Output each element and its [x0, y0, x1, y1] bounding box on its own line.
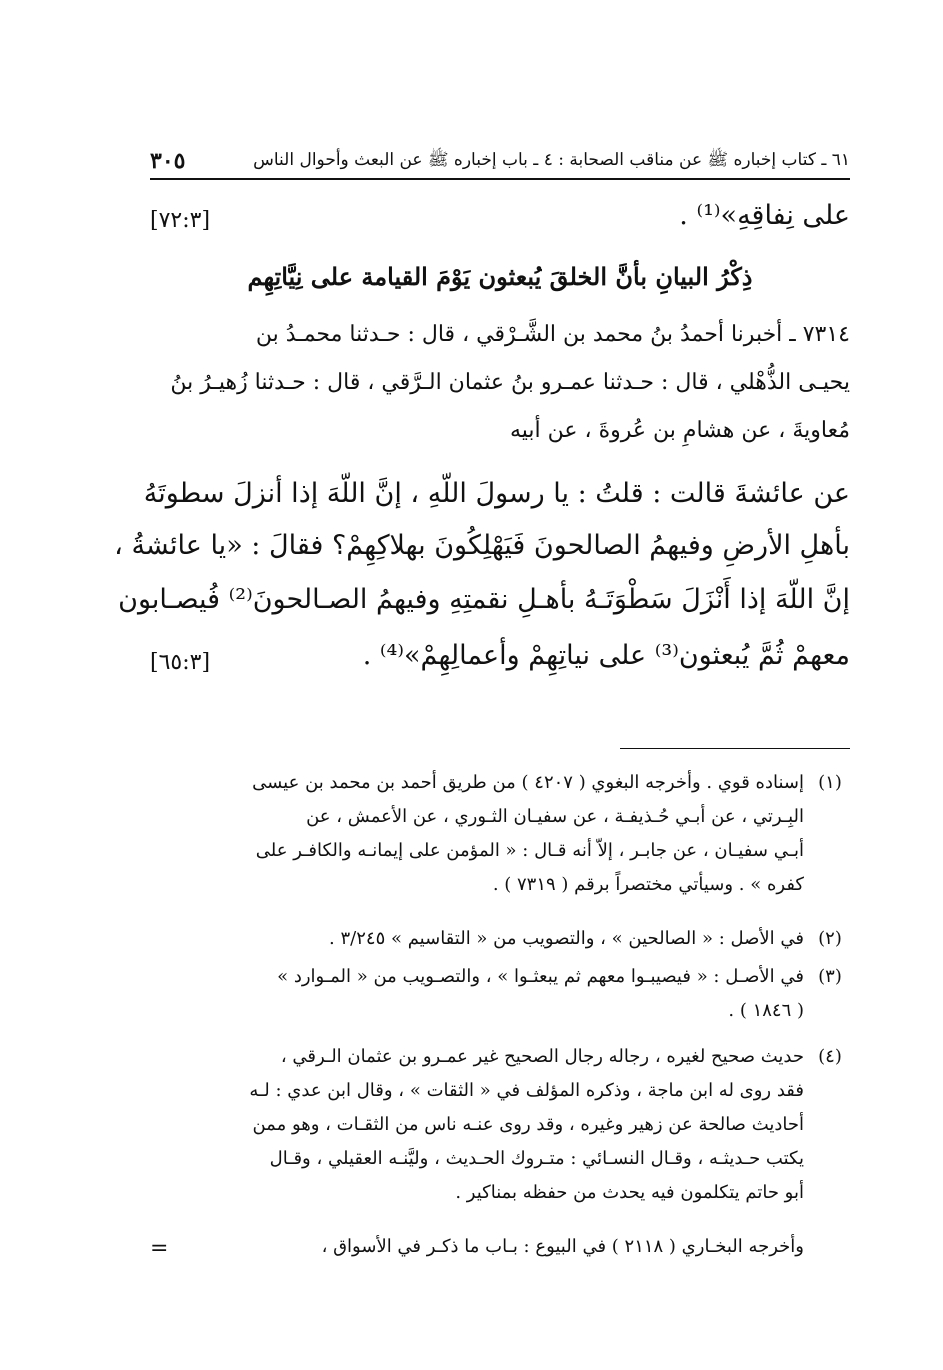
continued-footnote: [150, 1236, 850, 1261]
book-page: [114, 0, 850, 1370]
hadith-line: بأهلِ الأرضِ وفيهمُ الصالحونَ فَيَهْلِكُونَ بهلاكِهِمْ؟ فقالَ : «يا عائشةُ ،: [114, 530, 850, 561]
footnote-separator: [620, 748, 850, 749]
footnote-line: البِـرتي ، عن أبـي حُـذيفـة ، عن سفيـان الثـوري ، عن الأعمش ، عن: [306, 806, 804, 827]
continued-text: وأخرجه البخـاري ( ٢١١٨ ) في البيوع : بـاب ما ذكـر في الأسواق ،: [321, 1236, 804, 1257]
isnad-line: يحيـى الذُّهْلي ، قال : حـدثنا عمـرو بنُ عثمان الـرَّقي ، قال : حـدثنا زُهيـرُ بنُ: [170, 370, 850, 395]
footnote-number: (٢): [818, 928, 842, 949]
running-header: [150, 138, 850, 180]
hadith-ref: [٦٥:٣]: [150, 650, 211, 675]
footnote-line: ( ١٨٤٦ ) .: [728, 1000, 804, 1021]
hadith-line: إنَّ اللّهَ إذا أَنْزَلَ سَطْوَتَـهُ بأهـلِ نقمتِهِ وفيهمُ الصـالحونَ⁽²⁾ فُيصـابون: [118, 584, 850, 615]
footnote: [150, 922, 850, 956]
hadith-line: معهمْ ثُمَّ يُبعثون⁽³⁾ على نياتِهِمْ وأعمالِهِمْ»⁽⁴⁾ .: [362, 640, 850, 671]
top-line-ref: [٧٢:٣]: [150, 208, 211, 233]
footnote-line: حديث صحيح لغيره ، رجاله رجال الصحيح غير عمـرو بن عثمان الـرقي ،: [280, 1046, 804, 1067]
footnote-line: في الأصـل : « فيصيبـوا معهم ثم يبعثـوا » ، والتصـويب من « المـوارد »: [277, 966, 804, 987]
footnote: [150, 960, 850, 1028]
footnote-number: (١): [818, 772, 842, 793]
hadith-line: عن عائشةَ قالت : قلتُ : يا رسولَ اللّهِ ، إنَّ اللّهَ إذا أنزلَ سطوتَهُ: [143, 478, 850, 509]
top-line-text: على نِفاقِهِ»⁽¹⁾ .: [679, 200, 850, 231]
section-heading: ذِكْرُ البيانِ بأنَّ الخلقَ يُبعثون يَوْمَ القيامة على نِيَّاتِهِم: [247, 262, 753, 291]
page-number: ٣٠٥: [150, 148, 186, 174]
footnote-line: فقد روى له ابن ماجة ، وذكره المؤلف في « الثقات » ، وقال ابن عدي : لـه: [249, 1080, 804, 1101]
footnote-line: في الأصل : « الصالحين » ، والتصويب من « التقاسيم » ٣/٢٤٥ .: [329, 928, 804, 949]
header-title: ٦١ ـ كتاب إخباره ﷺ عن مناقب الصحابة : ٤ ـ باب إخباره ﷺ عن البعث وأحوال الناس: [253, 150, 850, 170]
footnote-line: أبو حاتم يتكلمون فيه يحدث من حفظه بمناكير .: [455, 1182, 804, 1203]
footnote: [150, 766, 850, 902]
footnote-line: أحاديث صالحة عن زهير وغيره ، وقد روى عنـه ناس من الثقـات ، وهو ممن: [252, 1114, 804, 1135]
footnote-line: كفره » . وسيأتي مختصراً برقم ( ٧٣١٩ ) .: [492, 874, 804, 895]
top-line: [150, 200, 850, 231]
footnote-line: يكتب حـديثـه ، وقـال النسـائي : متـروك الحـديث ، وليَّنـه العقيلي ، وقـال: [269, 1148, 804, 1169]
isnad-line: مُعاويةَ ، عن هشامِ بن عُروةَ ، عن أبيه: [509, 418, 850, 443]
continuation-mark: =: [150, 1236, 169, 1261]
footnote-number: (٤): [818, 1046, 842, 1067]
footnote: [150, 1040, 850, 1210]
footnote-number: (٣): [818, 966, 842, 987]
footnote-line: إسناده قوي . وأخرجه البغوي ( ٤٢٠٧ ) من طريق أحمد بن محمد بن عيسى: [252, 772, 804, 793]
isnad-line: ٧٣١٤ ـ أخبرنا أحمدُ بنُ محمد بن الشَّـرْقي ، قال : حـدثنا محمـدُ بن: [255, 322, 850, 347]
footnote-line: أبـي سفيـان ، عن جابـر ، إلاّ أنه قـال : « المؤمن على إيمانـه والكافـر على: [255, 840, 804, 861]
